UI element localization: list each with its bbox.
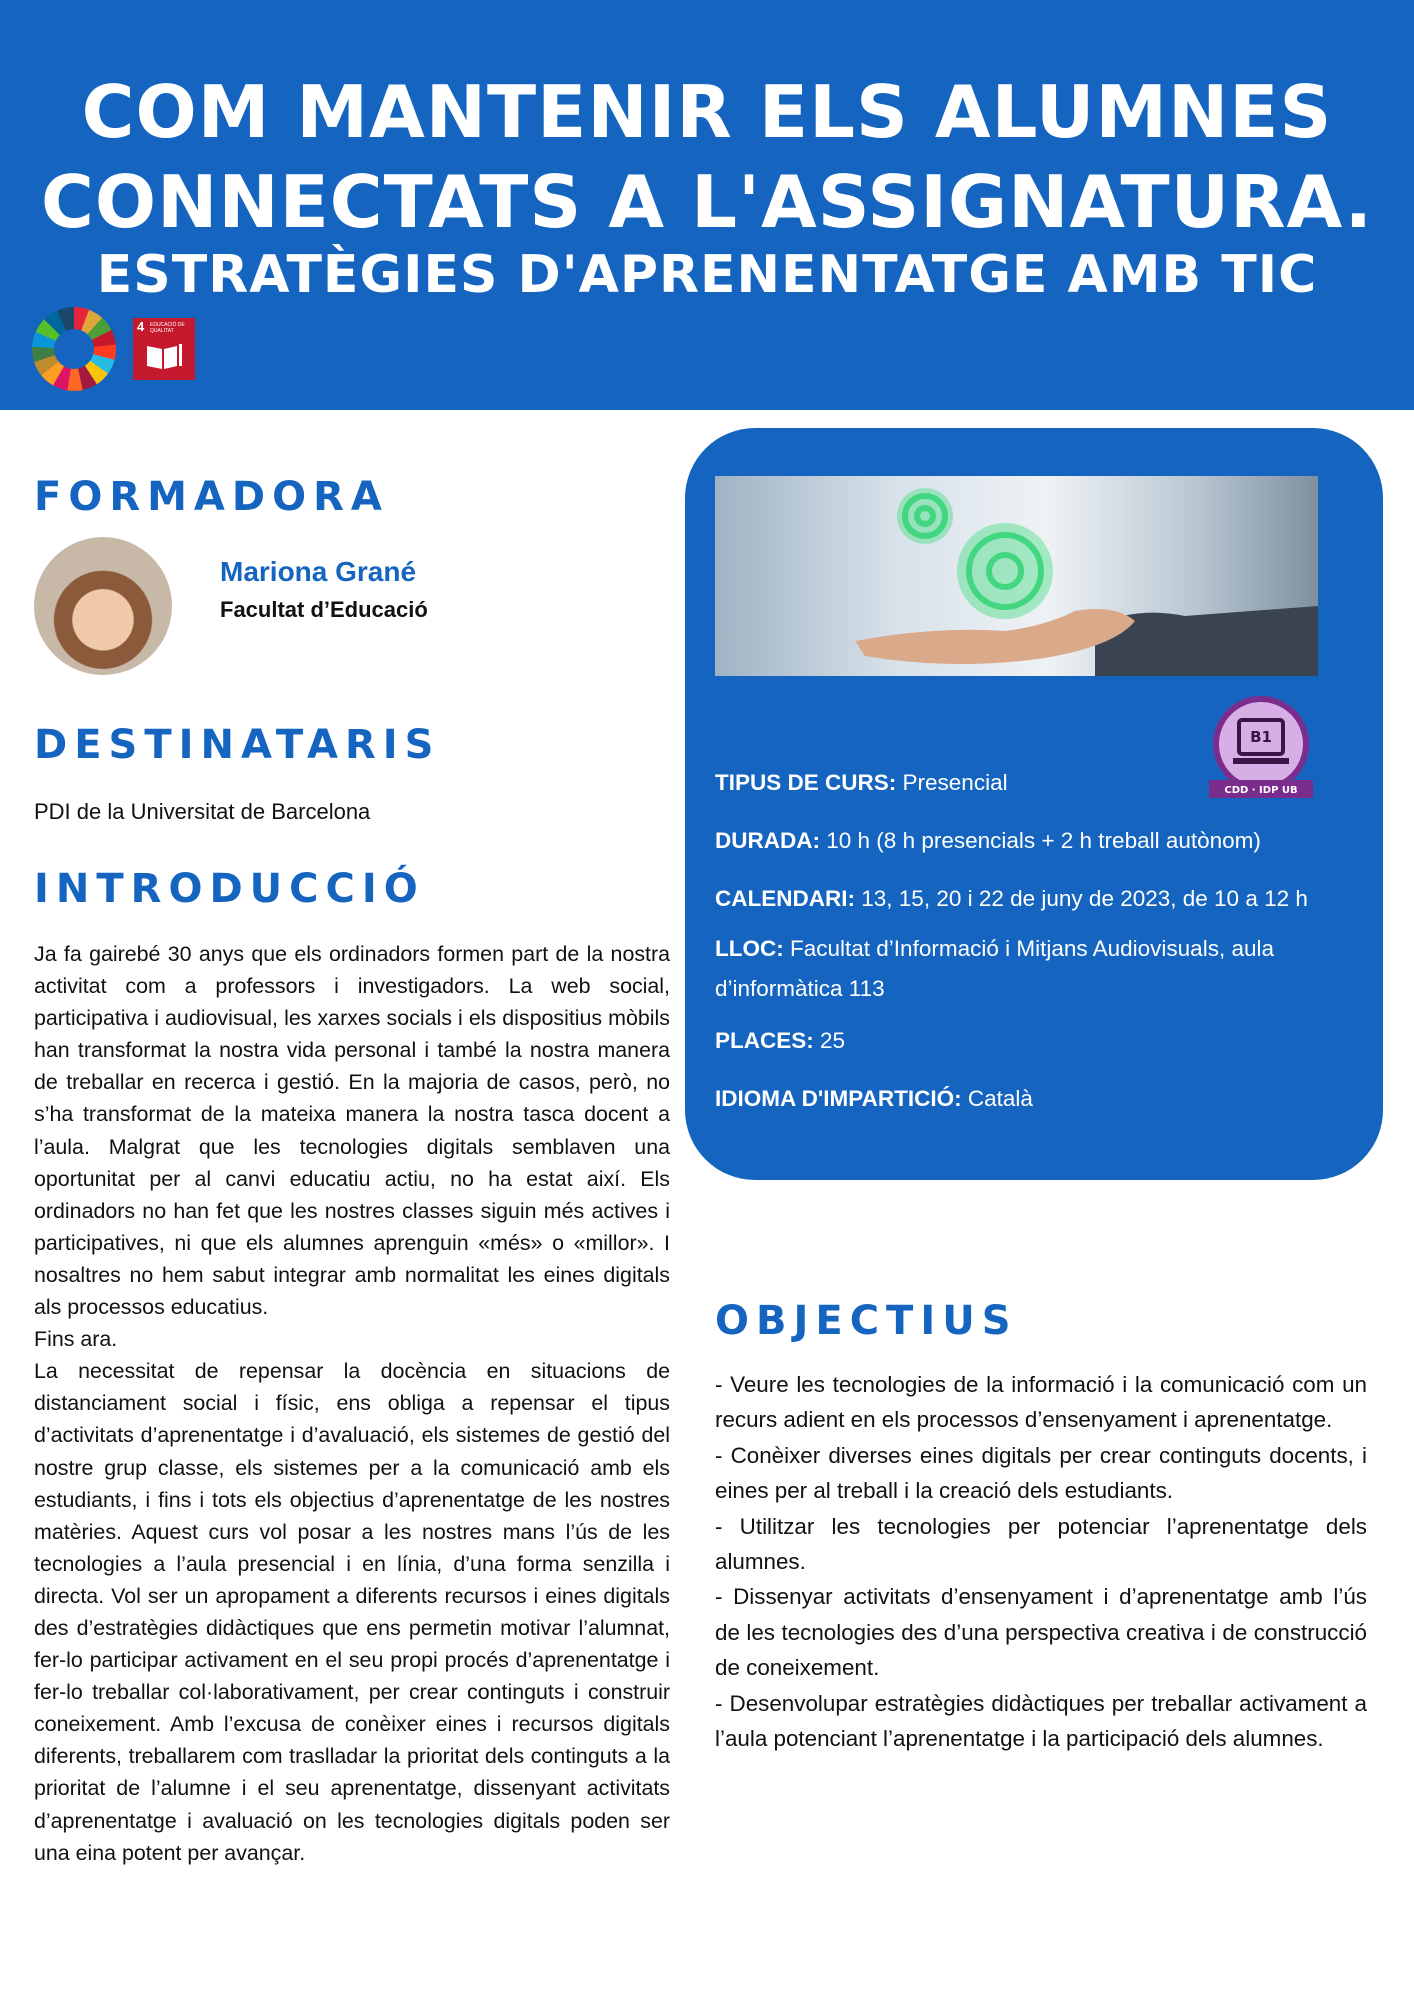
sdg4-number: 4 [137,319,145,334]
objective-item: - Conèixer diverses eines digitals per crear continguts docents, i eines per al treball i la creació dels estudiants. [715,1442,1367,1504]
badge-caption: CDD · IDP UB [1224,785,1298,796]
objective-item: - Utilitzar les tecnologies per potenciar l’aprenentatge dels alumnes. [715,1513,1367,1575]
info-seats [715,1021,1355,1061]
type-label: TIPUS DE CURS: [715,770,897,795]
intro-paragraph: La necessitat de repensar la docència en situacions de distanciament social i físic, ens obliga a repensar el tipus d’activitats d’aprenentatge i d’avaluació, els sistemes de gestió del nostre grup classe, els sistemes per a la comunicació amb els estudiants, i fins i tots els objectius d’aprenentatge de les nostres matèries. Aquest curs vol posar a les nostres mans l’ús de les tecnologies a l’aula presencial i en línia, d’una forma senzilla i directa. Vol ser un apropament a diferents recursos i eines digitals des d’estratègies didàctiques que ens permetin motivar l’alumnat, fer-lo participar activament en el seu propi procés d’aprenentatge i fer-lo treballar col·laborativament, per crear continguts i construir coneixement. Amb l’excusa de conèixer eines i recursos digitals diferents, treballarem com traslladar la prioritat dels continguts a la prioritat de l’alumne i el seu aprenentatge, dissenyant activitats d’aprenentatge i avaluació on les tecnologies digitals poden ser una eina potent per avançar. [34,1359,670,1865]
title-line-2: CONNECTATS A L'ASSIGNATURA. [41,160,1373,244]
objective-item: - Dissenyar activitats d’ensenyament i d’aprenentatge amb l’ús de les tecnologies des d’una perspectiva creativa i de construcció de coneixement. [715,1584,1367,1681]
trainer-heading: FORMADORA [34,474,389,520]
intro-paragraph: Fins ara. [34,1327,118,1352]
language-label: IDIOMA D'IMPARTICIÓ: [715,1086,962,1111]
calendar-label: CALENDARI: [715,886,855,911]
hero-image-hand-gears [715,476,1318,676]
objective-item: - Veure les tecnologies de la informació i la comunicació com un recurs adient en els processos d’ensenyament i aprenentatge. [715,1372,1367,1433]
info-duration [715,821,1355,861]
objective-item: - Desenvolupar estratègies didàctiques per treballar activament a l’aula potenciant l’aprenentatge i la participació dels alumnes. [715,1690,1367,1752]
calendar-value: 13, 15, 20 i 22 de juny de 2023, de 10 a 12 h [861,886,1308,911]
sdg-wheel-icon [32,307,116,391]
title-line-1: COM MANTENIR ELS ALUMNES [81,70,1333,154]
introduction-heading: INTRODUCCIÓ [34,866,425,912]
info-language [715,1079,1355,1119]
audience-heading: DESTINATARIS [34,722,441,768]
info-type [715,763,1355,803]
sdg4-label: EDUCACIÓ DE QUALITAT [150,322,185,334]
introduction-body [34,938,670,1869]
seats-label: PLACES: [715,1028,814,1053]
language-value: Català [967,1086,1033,1111]
place-label: LLOC: [715,936,784,961]
seats-value: 25 [820,1028,846,1053]
info-calendar [715,879,1355,919]
sdg4-education-icon [133,318,195,380]
trainer-name: Mariona Grané [220,556,417,587]
objectives-heading: OBJECTIUS [715,1298,1018,1344]
place-value: Facultat d’Informació i Mitjans Audiovisuals, aula d’informàtica 113 [715,936,1274,1001]
badge-level: B1 [1250,728,1272,746]
header-banner [0,0,1414,410]
audience-text: PDI de la Universitat de Barcelona [34,799,371,824]
intro-paragraph: Ja fa gairebé 30 anys que els ordinadors formen part de la nostra activitat com a professors i investigadors. La web social, participativa i audiovisual, les xarxes socials i els dispositius mòbils han transformat la nostra vida personal i també la nostra manera de treballar en recerca i gestió. En la majoria de casos, però, no s’ha transformat de la mateixa manera la nostra tasca docent a l’aula. Malgrat que les tecnologies digitals semblaven una oportunitat per al canvi educatiu actiu, no ha estat així. Els ordinadors no han fet que les nostres classes siguin més actives i participatives, ni que els alumnes aprenguin «més» o «millor». I nosaltres no hem sabut integrar amb normalitat les eines digitals als processos educatius. [34,942,670,1320]
duration-value: 10 h (8 h presencials + 2 h treball autònom) [826,828,1261,853]
trainer-avatar [34,537,172,675]
book-pencil-icon [145,342,183,372]
duration-label: DURADA: [715,828,820,853]
subtitle: ESTRATÈGIES D'APRENENTATGE AMB TIC [96,245,1318,305]
objectives-list [715,1367,1367,1756]
info-place [715,929,1355,1009]
type-value: Presencial [902,770,1008,795]
trainer-faculty: Facultat d’Educació [220,597,428,622]
